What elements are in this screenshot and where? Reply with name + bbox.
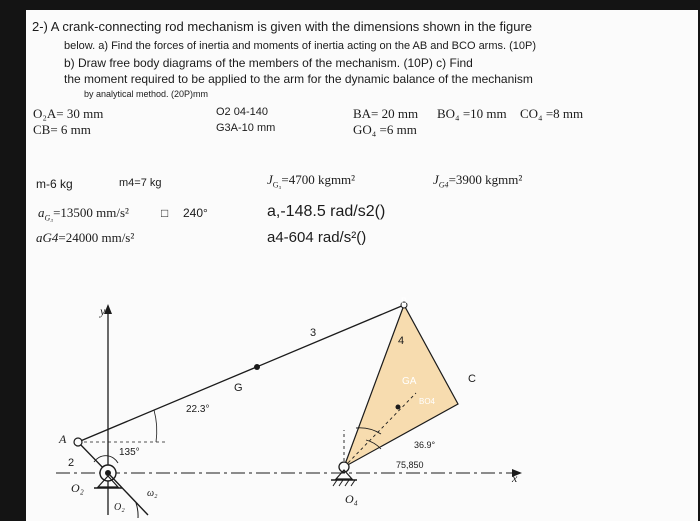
label-omega2: ω₂ — [147, 488, 158, 499]
ground-o4-hatch — [351, 480, 355, 486]
prop-alpha-3: a,-148.5 rad/s2() — [267, 203, 386, 220]
label-o2-second: O₂ — [114, 502, 125, 513]
prop-inertia-g3: $J_{G_3}=4700$ kgmm² — [267, 172, 356, 190]
dim-ba: BA= 20 mm — [353, 106, 419, 121]
dim-go4: GO₄ =6 mm — [353, 122, 417, 137]
problem-line-5: by analytical method. (20P)mm — [84, 89, 209, 99]
dim-bo4: BO₄ =10 mm — [437, 106, 507, 121]
angle-other: 75,850 — [396, 460, 424, 470]
prop-alpha-4: a4-604 rad/s²() — [267, 229, 367, 246]
ground-o4-hatch — [339, 480, 343, 486]
mechanism-figure — [26, 10, 698, 521]
label-point-a: A — [59, 432, 67, 446]
problem-line-3: b) Draw free body diagrams of the members of the mechanism. (10P) c) Find — [64, 56, 473, 70]
problem-line-2: below. a) Find the forces of inertia and moments of inertia acting on the AB and BCO arms. (10P) — [64, 40, 537, 52]
label-link-4: 4 — [398, 335, 405, 347]
point-g3 — [254, 364, 260, 370]
y-axis-label: y — [100, 304, 106, 318]
label-link-3: 3 — [310, 327, 317, 339]
prop-mass-4: m4=7 kg — [119, 177, 162, 189]
label-o2: O₂ — [71, 481, 84, 495]
problem-line-1: 2-) A crank-connecting rod mechanism is given with the dimensions shown in the figure — [32, 19, 533, 34]
prop-accel-g3-box: □ — [161, 206, 169, 220]
problem-line-4: the moment required to be applied to the arm for the dynamic balance of the mechanism — [64, 72, 533, 86]
point-g4 — [396, 405, 401, 410]
dim-o2o4: O2 04-140 — [216, 106, 268, 118]
angle-crank: 135° — [119, 447, 140, 458]
dim-co4: CO₄ =8 mm — [520, 106, 584, 121]
label-o4: O₄ — [345, 492, 358, 506]
label-point-g: G — [234, 382, 243, 394]
x-axis-label: x — [512, 471, 518, 485]
prop-inertia-g4: $J_{G4}=3900$ kgmm² — [433, 172, 523, 190]
label-point-b: B — [401, 296, 408, 306]
dim-cb: CB= 6 mm — [33, 122, 91, 137]
coupler-link-3 — [78, 305, 404, 442]
label-faded: BO4 — [419, 397, 436, 406]
prop-mass-3: m-6 kg — [36, 177, 73, 191]
label-point-c: C — [468, 373, 476, 385]
angle-rod: 22.3° — [186, 404, 210, 415]
joint-a — [74, 438, 82, 446]
label-link-2: 2 — [68, 457, 75, 469]
ground-o4-hatch — [345, 480, 349, 486]
ground-o4-hatch — [333, 480, 337, 486]
prop-accel-g3-angle: 240° — [183, 206, 208, 220]
label-point-ga: GA — [402, 376, 417, 387]
prop-accel-g4: aG4=24000 mm/s² — [36, 230, 135, 245]
dim-g3a: G3A-10 mm — [216, 122, 276, 134]
angle-rocker: 36.9° — [414, 440, 436, 450]
rocker-link-4 — [344, 305, 458, 467]
prop-accel-g3: $a_{G_3}=13500$ mm/s² — [38, 205, 129, 223]
dim-o2a: O₂A= 30 mm — [33, 106, 104, 121]
rod-angle-arc — [154, 410, 157, 442]
problem-sheet — [26, 10, 698, 521]
